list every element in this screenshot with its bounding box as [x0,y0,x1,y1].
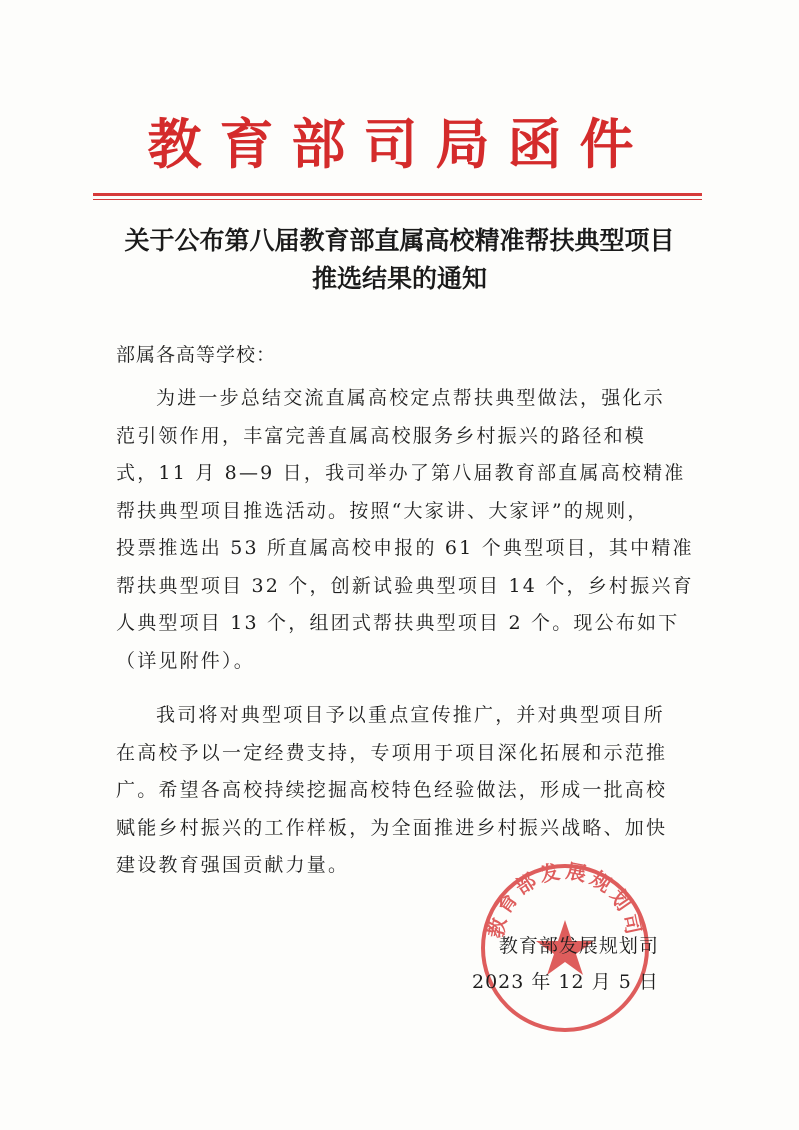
letterhead-title: 教育部司局函件 [147,112,652,176]
paragraph-line: 为进一步总结交流直属高校定点帮扶典型做法，强化示 [156,387,665,409]
salutation: 部属各高等学校： [116,344,277,366]
paragraph-line: 范引领作用，丰富完善直属高校服务乡村振兴的路径和模 [116,424,647,447]
paragraph-line: 式，11 月 8—9 日，我司举办了第八届教育部直属高校精准 [116,462,686,484]
notice-title-line-2: 推选结果的通知 [311,264,487,293]
seal-arc-text: 教育部发展规划司 [483,858,647,941]
paragraph-line: 帮扶典型项目推选活动。按照“大家讲、大家评”的规则， [116,499,649,522]
letterhead-rule-thin [93,199,702,200]
paragraph-line: 人典型项目 13 个，组团式帮扶典型项目 2 个。现公布如下 [116,612,680,634]
signature-date: 2023 年 12 月 5 日 [472,971,659,993]
notice-title-line-1: 关于公布第八届教育部直属高校精准帮扶典型项目 [124,226,675,255]
paragraph-1 [116,380,696,680]
paragraph-line: 我司将对典型项目予以重点宣传推广，并对典型项目所 [156,704,665,726]
letterhead-rule-thick [93,193,702,196]
paragraph-line: 广。希望各高校持续挖掘高校特色经验做法，形成一批高校 [116,779,668,801]
signature-block [472,928,659,1000]
paragraph-line: 赋能乡村振兴的工作样板，为全面推进乡村振兴战略、加快 [116,816,668,839]
paragraph-line: 帮扶典型项目 32 个，创新试验典型项目 14 个，乡村振兴育 [116,574,694,597]
paragraph-line: （详见附件）。 [116,649,255,672]
paragraph-line: 投票推选出 53 所直属高校申报的 61 个典型项目，其中精准 [116,537,694,559]
notice-title [40,222,759,298]
paragraph-line: 在高校予以一定经费支持，专项用于项目深化拓展和示范推 [116,741,668,764]
paragraph-2 [116,697,696,885]
paragraph-line: 建设教育强国贡献力量。 [116,854,350,876]
signature-organization: 教育部发展规划司 [498,935,659,957]
